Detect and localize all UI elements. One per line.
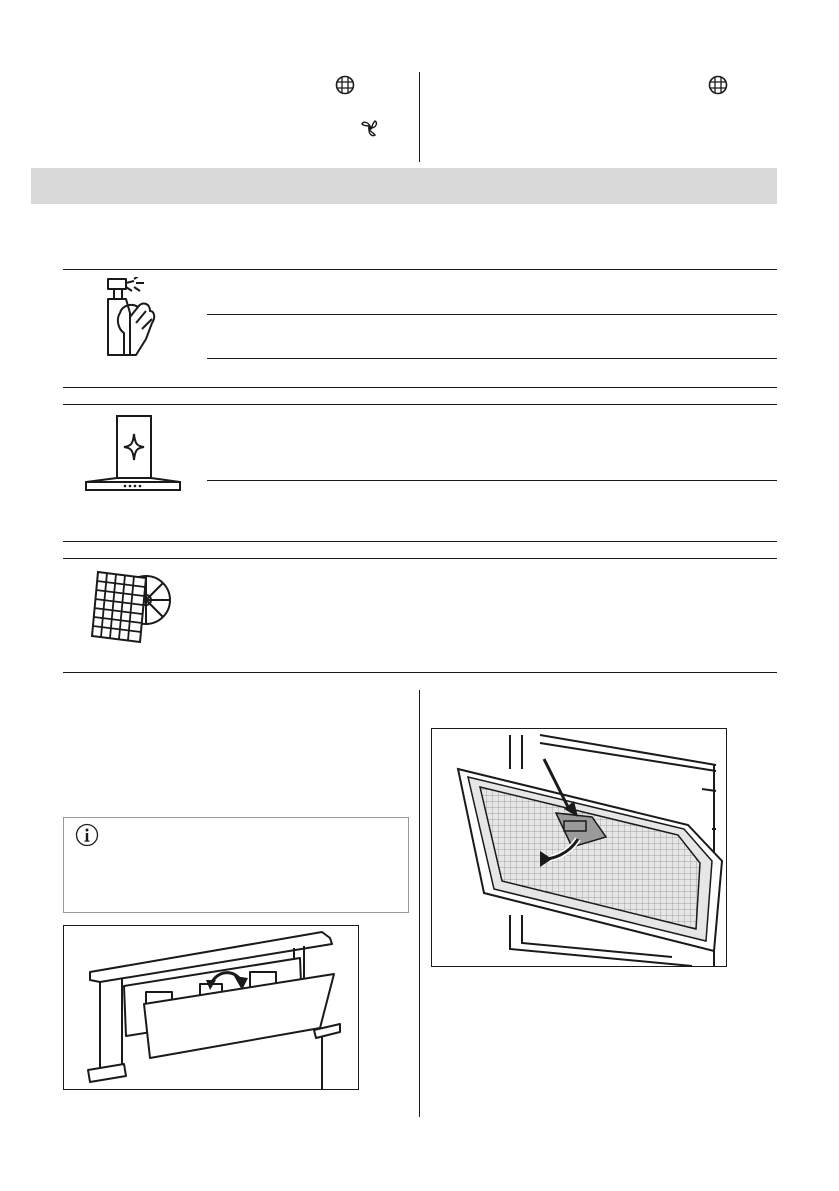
table-rule bbox=[63, 672, 777, 673]
table-rule bbox=[207, 358, 777, 359]
table-rule bbox=[63, 558, 777, 559]
table-rule bbox=[63, 404, 777, 405]
column-divider-top bbox=[419, 72, 420, 162]
grease-and-charcoal-filter-icon bbox=[80, 566, 176, 646]
info-note-box bbox=[63, 817, 409, 913]
grid-globe-icon bbox=[335, 75, 355, 95]
section-heading-bar bbox=[31, 168, 777, 204]
grid-globe-icon bbox=[708, 75, 728, 95]
table-rule bbox=[63, 269, 777, 270]
table-rule bbox=[63, 541, 777, 542]
table-rule bbox=[207, 314, 777, 315]
table-rule bbox=[63, 387, 777, 388]
grease-filter-removal-illustration bbox=[431, 728, 727, 967]
spray-and-cloth-icon bbox=[100, 277, 162, 359]
table-rule bbox=[207, 480, 777, 481]
fan-icon bbox=[360, 118, 380, 138]
hood-shine-icon bbox=[84, 414, 182, 494]
downdraft-hood-illustration bbox=[63, 925, 359, 1090]
column-divider-bottom bbox=[419, 690, 420, 1117]
info-icon bbox=[75, 823, 99, 847]
